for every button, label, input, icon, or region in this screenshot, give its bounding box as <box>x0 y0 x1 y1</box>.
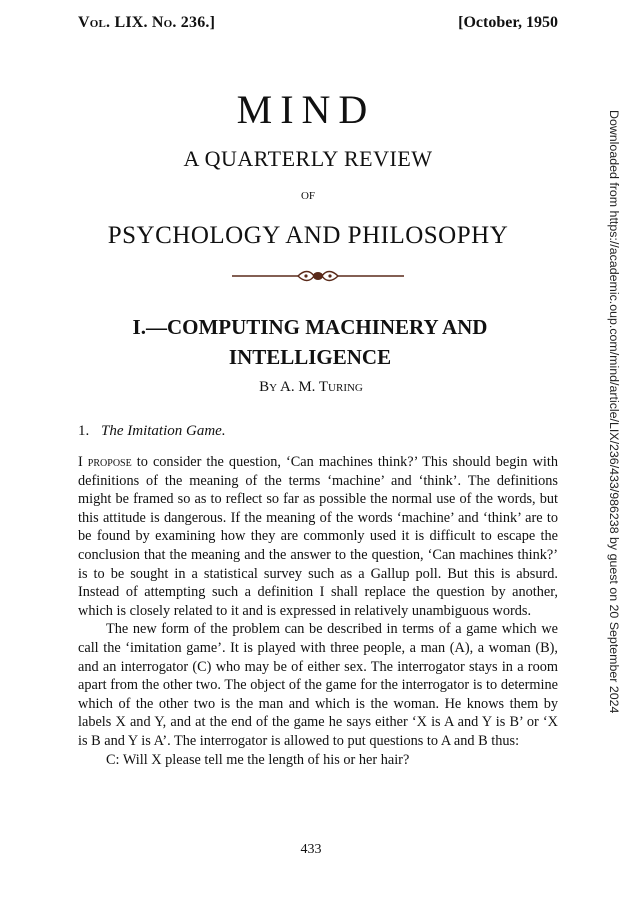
volume-info: Vol. LIX. No. 236.] <box>78 14 216 31</box>
paragraph-1-lead: I propose <box>78 454 132 470</box>
running-header <box>78 14 558 32</box>
ornamental-rule-icon <box>232 266 404 286</box>
journal-subtitle-of: OF <box>300 190 316 202</box>
journal-subtitle-line2: PSYCHOLOGY AND PHILOSOPHY <box>107 222 509 249</box>
issue-date: [October, 1950 <box>458 14 558 31</box>
section-heading <box>78 423 226 440</box>
article-author: By A. M. Turing <box>259 379 363 395</box>
journal-subtitle-line1: A QUARTERLY REVIEW <box>183 146 433 171</box>
article-title: I.—COMPUTING MACHINERY AND INTELLIGENCE <box>132 315 488 369</box>
paragraph-1-text: to consider the question, ‘Can machines think?’ This should begin with definitions of the meaning of the terms ‘machine’ and ‘think’. The definitions might be framed so as to reflect so far as possible the normal use of the words, but this attitude is dangerous. If the meaning of the words ‘machine’ and ‘think’ are to be found by examining how they are commonly used it is difficult to escape the conclusion that the meaning and the answer to the question, ‘Can machines think?’ is to be sought in a statistical survey such as a Gallup poll. But this is absurd. Instead of attempting such a definition I shall replace the question by another, which is closely related to it and is expressed in relatively unambiguous words. <box>78 454 558 619</box>
download-watermark-text: Downloaded from https://academic.oup.com/mind/article/LIX/236/433/986238 by guest on 20 September 2024 <box>607 110 621 714</box>
page-number: 433 <box>300 842 322 857</box>
article-body <box>78 453 558 769</box>
paragraph-1 <box>78 453 558 620</box>
section-number: 1. <box>78 423 90 439</box>
paragraph-3: C: Will X please tell me the length of his or her hair? <box>106 751 410 768</box>
paragraph-2: The new form of the problem can be described in terms of a game which we call the ‘imitation game’. It is played with three people, a man (A), a woman (B), and an interrogator (C) who may be of either sex. The interrogator stays in a room apart from the other two. The object of the game for the interrogator is to determine which of the other two is the man and which is the woman. He knows them by labels X and Y, and at the end of the game he says either ‘X is A and Y is B’ or ‘X is B and Y is A’. The interrogator is allowed to put questions to A and B thus: <box>78 621 558 749</box>
journal-title: MIND <box>236 87 376 132</box>
download-watermark <box>603 110 623 760</box>
section-title: The Imitation Game. <box>101 423 226 439</box>
